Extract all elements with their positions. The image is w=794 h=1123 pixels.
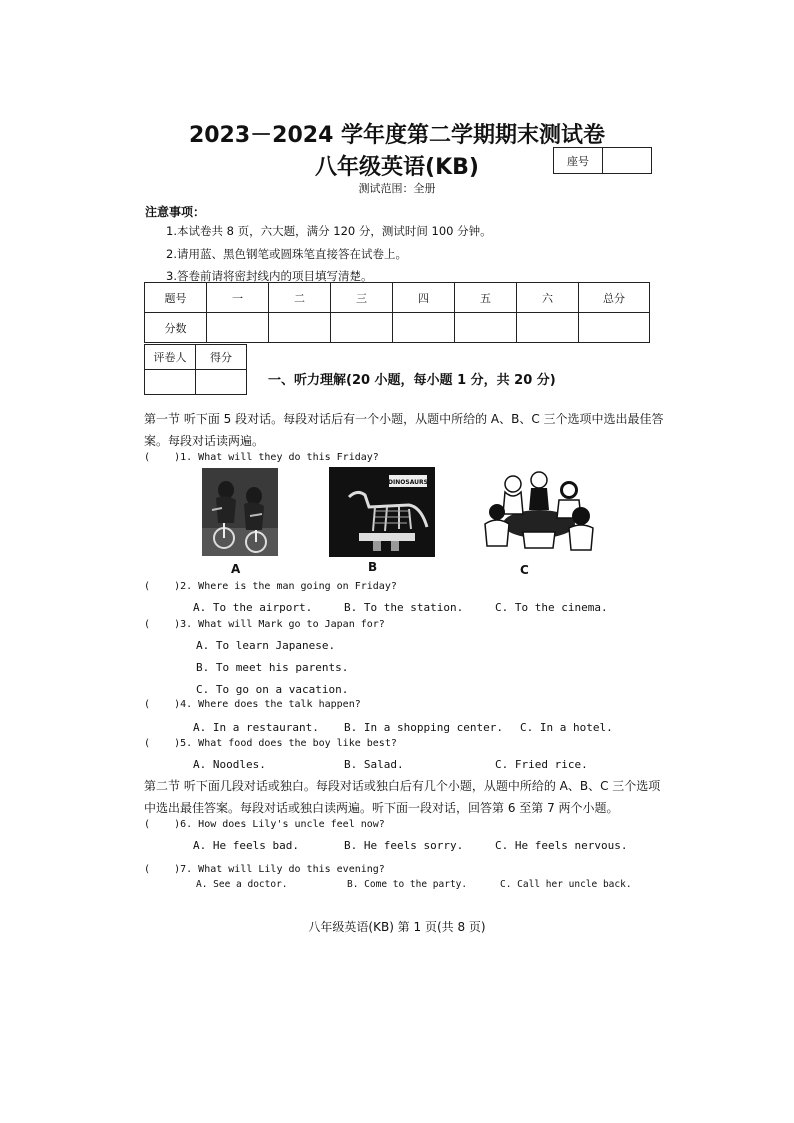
q6-option-a[interactable]: A. He feels bad. (193, 839, 299, 852)
q4-option-b[interactable]: B. In a shopping center. (344, 721, 503, 734)
score-row-label: 题号 (145, 283, 207, 313)
score-cell[interactable] (393, 313, 455, 343)
score-row-label: 分数 (145, 313, 207, 343)
image-label-a: A (231, 562, 241, 576)
q7-option-b[interactable]: B. Come to the party. (347, 879, 468, 890)
section-score-cell[interactable] (196, 370, 247, 395)
test-scope: 测试范围：全册 (358, 182, 436, 195)
score-cell[interactable] (331, 313, 393, 343)
part1-instructions: 第一节 听下面 5 段对话。每段对话后有一个小题，从题中所给的 A、B、C 三个选项中选出最佳答案。每段对话读两遍。 (144, 412, 664, 448)
exam-subtitle: 八年级英语(KB) (315, 155, 479, 180)
question-7: ( )7. What will Lily do this evening? (144, 864, 385, 875)
score-col-header: 三 (331, 283, 393, 313)
exam-title: 2023－2024 学年度第二学期期末测试卷 (188, 123, 606, 148)
q3-option-a[interactable]: A. To learn Japanese. (196, 639, 336, 652)
grader-header: 评卷人 (145, 345, 196, 370)
q7-option-c[interactable]: C. Call her uncle back. (500, 879, 632, 890)
question-2: ( )2. Where is the man going on Friday? (144, 581, 397, 592)
question-6: ( )6. How does Lily's uncle feel now? (144, 819, 385, 830)
score-cell[interactable] (517, 313, 579, 343)
score-cell[interactable] (207, 313, 269, 343)
page-footer: 八年级英语(KB) 第 1 页(共 8 页) (308, 920, 486, 934)
score-col-header: 四 (393, 283, 455, 313)
q5-option-a[interactable]: A. Noodles. (193, 758, 266, 771)
score-col-header: 二 (269, 283, 331, 313)
q2-option-b[interactable]: B. To the station. (344, 601, 464, 614)
museum-dinosaur-image (329, 467, 435, 557)
q4-option-a[interactable]: A. In a restaurant. (193, 721, 319, 734)
grader-table (144, 344, 247, 395)
grader-cell[interactable] (145, 370, 196, 395)
seat-number-field[interactable] (603, 148, 651, 173)
q3-option-b[interactable]: B. To meet his parents. (196, 661, 349, 674)
q5-option-b[interactable]: B. Salad. (344, 758, 404, 771)
score-table (144, 282, 650, 343)
q4-option-c[interactable]: C. In a hotel. (520, 721, 613, 734)
score-col-header: 一 (207, 283, 269, 313)
score-cell[interactable] (579, 313, 650, 343)
q2-option-a[interactable]: A. To the airport. (193, 601, 313, 614)
score-col-header: 六 (517, 283, 579, 313)
seat-number-box (553, 147, 652, 174)
score-col-header: 总分 (579, 283, 650, 313)
question-4: ( )4. Where does the talk happen? (144, 699, 361, 710)
question-3: ( )3. What will Mark go to Japan for? (144, 619, 385, 630)
score-header: 得分 (196, 345, 247, 370)
note-item: 3.答卷前请将密封线内的项目填写清楚。 (166, 269, 373, 283)
note-item: 1.本试卷共 8 页，六大题，满分 120 分，测试时间 100 分钟。 (166, 224, 492, 238)
image-label-b: B (368, 560, 378, 574)
section-heading: 一、听力理解(20 小题，每小题 1 分，共 20 分) (268, 373, 556, 388)
score-cell[interactable] (269, 313, 331, 343)
q7-option-a[interactable]: A. See a doctor. (196, 879, 288, 890)
notes-heading: 注意事项： (145, 205, 206, 219)
q6-option-c[interactable]: C. He feels nervous. (495, 839, 628, 852)
image-label-c: C (520, 563, 529, 577)
score-col-header: 五 (455, 283, 517, 313)
note-item: 2.请用蓝、黑色钢笔或圆珠笔直接答在试卷上。 (166, 247, 407, 261)
q3-option-c[interactable]: C. To go on a vacation. (196, 683, 349, 696)
dinner-party-image (483, 470, 595, 556)
seat-label: 座号 (554, 148, 603, 173)
q5-option-c[interactable]: C. Fried rice. (495, 758, 588, 771)
dinosaur-sign-text: DINOSAURS (388, 479, 428, 486)
q2-option-c[interactable]: C. To the cinema. (495, 601, 608, 614)
q6-option-b[interactable]: B. He feels sorry. (344, 839, 464, 852)
question-5: ( )5. What food does the boy like best? (144, 738, 397, 749)
part2-instructions: 第二节 听下面几段对话或独白。每段对话或独白后有几个小题，从题中所给的 A、B、C 三个选项中选出最佳答案。每段对话或独白读两遍。听下面一段对话，回答第 6 至第 7 两个小题。 (144, 779, 661, 815)
cycling-image (202, 468, 278, 556)
question-1: ( )1. What will they do this Friday? (144, 452, 379, 463)
score-cell[interactable] (455, 313, 517, 343)
